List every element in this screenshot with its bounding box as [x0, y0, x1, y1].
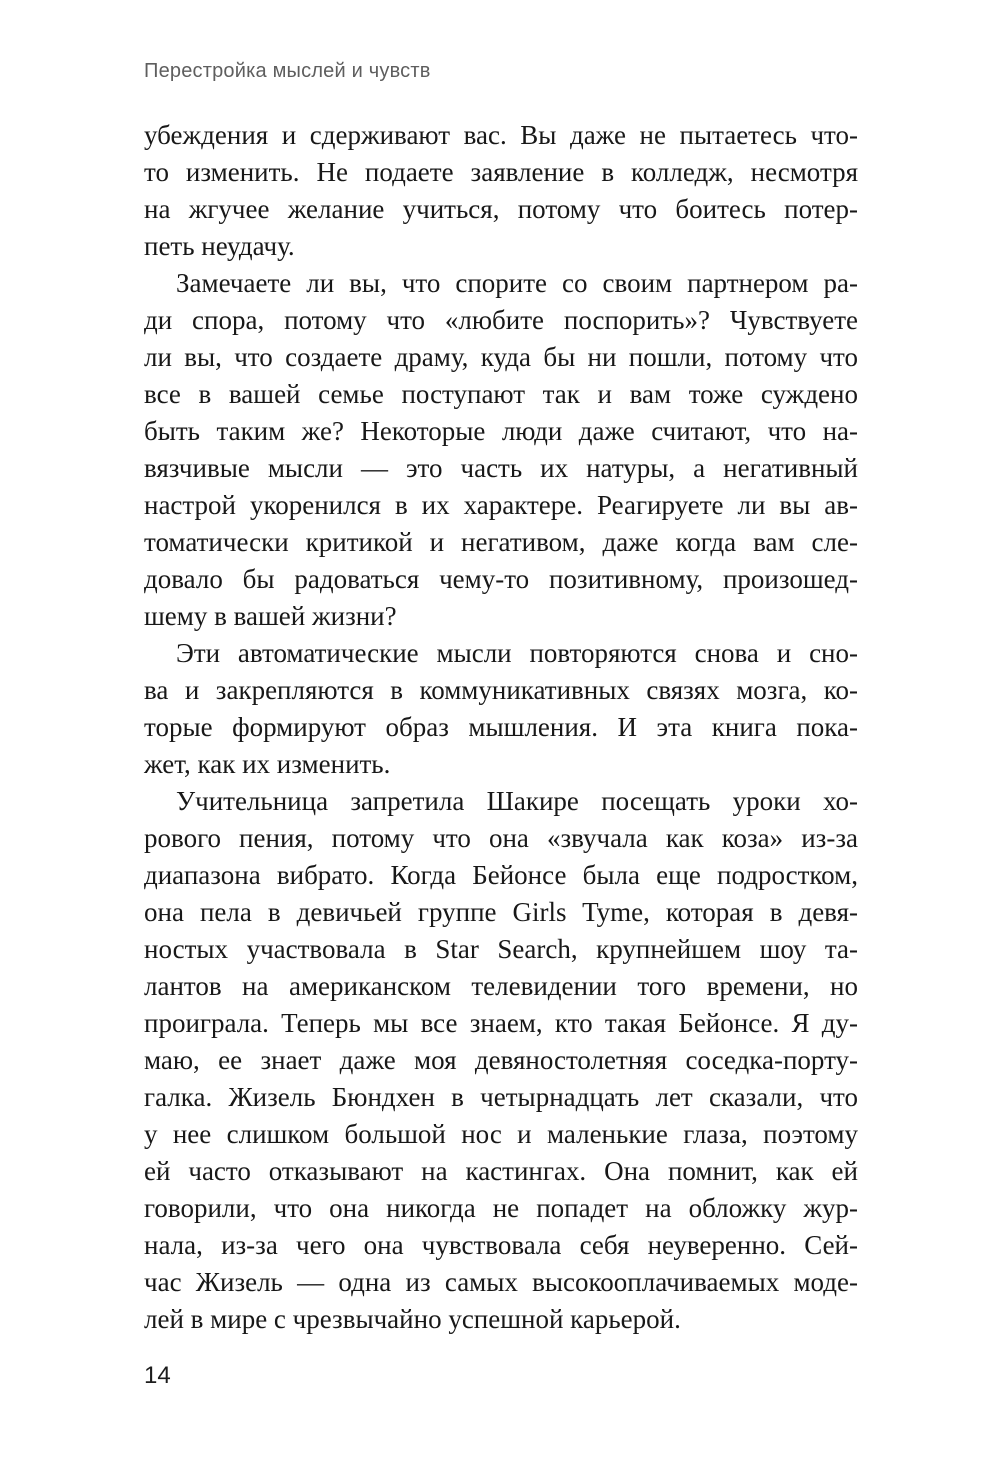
text-line: торые формируют образ мышления. И эта книга пока- [144, 712, 858, 742]
text-line: все в вашей семье поступают так и вам тоже суждено [144, 379, 858, 409]
text-line: диапазона вибрато. Когда Бейонсе была еще подростком, [144, 860, 858, 890]
text-line: галка. Жизель Бюндхен в четырнадцать лет сказали, что [144, 1082, 858, 1112]
text-line: ностых участвовала в Star Search, крупнейшем шоу та- [144, 934, 858, 964]
text-line: вязчивые мысли — это часть их натуры, а негативный [144, 453, 858, 483]
text-line: довало бы радоваться чему-то позитивному, произошед- [144, 564, 858, 594]
text-line: жет, как их изменить. [144, 749, 391, 779]
text-line: рового пения, потому что она «звучала как коза» из-за [144, 823, 858, 853]
paragraph [144, 635, 858, 783]
text-line: проиграла. Теперь мы все знаем, кто такая Бейонсе. Я ду- [144, 1008, 858, 1038]
text-line: лантов на американском телевидении того времени, но [144, 971, 858, 1001]
text-line: Эти автоматические мысли повторяются снова и сно- [176, 638, 858, 668]
text-line: то изменить. Не подаете заявление в колледж, несмотря [144, 157, 858, 187]
paragraph [144, 265, 858, 635]
text-line: Замечаете ли вы, что спорите со своим партнером ра- [176, 268, 858, 298]
text-line: ли вы, что создаете драму, куда бы ни пошли, потому что [144, 342, 858, 372]
text-line: лей в мире с чрезвычайно успешной карьерой. [144, 1304, 681, 1334]
text-line: она пела в девичьей группе Girls Tyme, которая в девя- [144, 897, 858, 927]
text-line: убеждения и сдерживают вас. Вы даже не пытаетесь что- [144, 120, 858, 150]
paragraph [144, 783, 858, 1338]
text-line: говорили, что она никогда не попадет на обложку жур- [144, 1193, 858, 1223]
text-line: ди спора, потому что «любите поспорить»? Чувствуете [144, 305, 858, 335]
text-line: быть таким же? Некоторые люди даже считают, что на- [144, 416, 858, 446]
text-line: ва и закрепляются в коммуникативных связях мозга, ко- [144, 675, 858, 705]
text-line: настрой укоренился в их характере. Реагируете ли вы ав- [144, 490, 858, 520]
text-line: томатически критикой и негативом, даже когда вам сле- [144, 527, 858, 557]
page-number: 14 [144, 1362, 171, 1389]
paragraph [144, 117, 858, 265]
text-line: у нее слишком большой нос и маленькие глаза, поэтому [144, 1119, 858, 1149]
text-line: час Жизель — одна из самых высокооплачиваемых моде- [144, 1267, 858, 1297]
text-line: ей часто отказывают на кастингах. Она помнит, как ей [144, 1156, 858, 1186]
running-head: Перестройка мыслей и чувств [144, 60, 431, 82]
text-line: нала, из-за чего она чувствовала себя неуверенно. Сей- [144, 1230, 858, 1260]
text-line: маю, ее знает даже моя девяностолетняя соседка-порту- [144, 1045, 858, 1075]
text-line: шему в вашей жизни? [144, 601, 397, 631]
body-text [144, 117, 858, 1338]
text-line: Учительница запретила Шакире посещать уроки хо- [176, 786, 858, 816]
text-line: петь неудачу. [144, 231, 295, 261]
text-line: на жгучее желание учиться, потому что боитесь потер- [144, 194, 858, 224]
